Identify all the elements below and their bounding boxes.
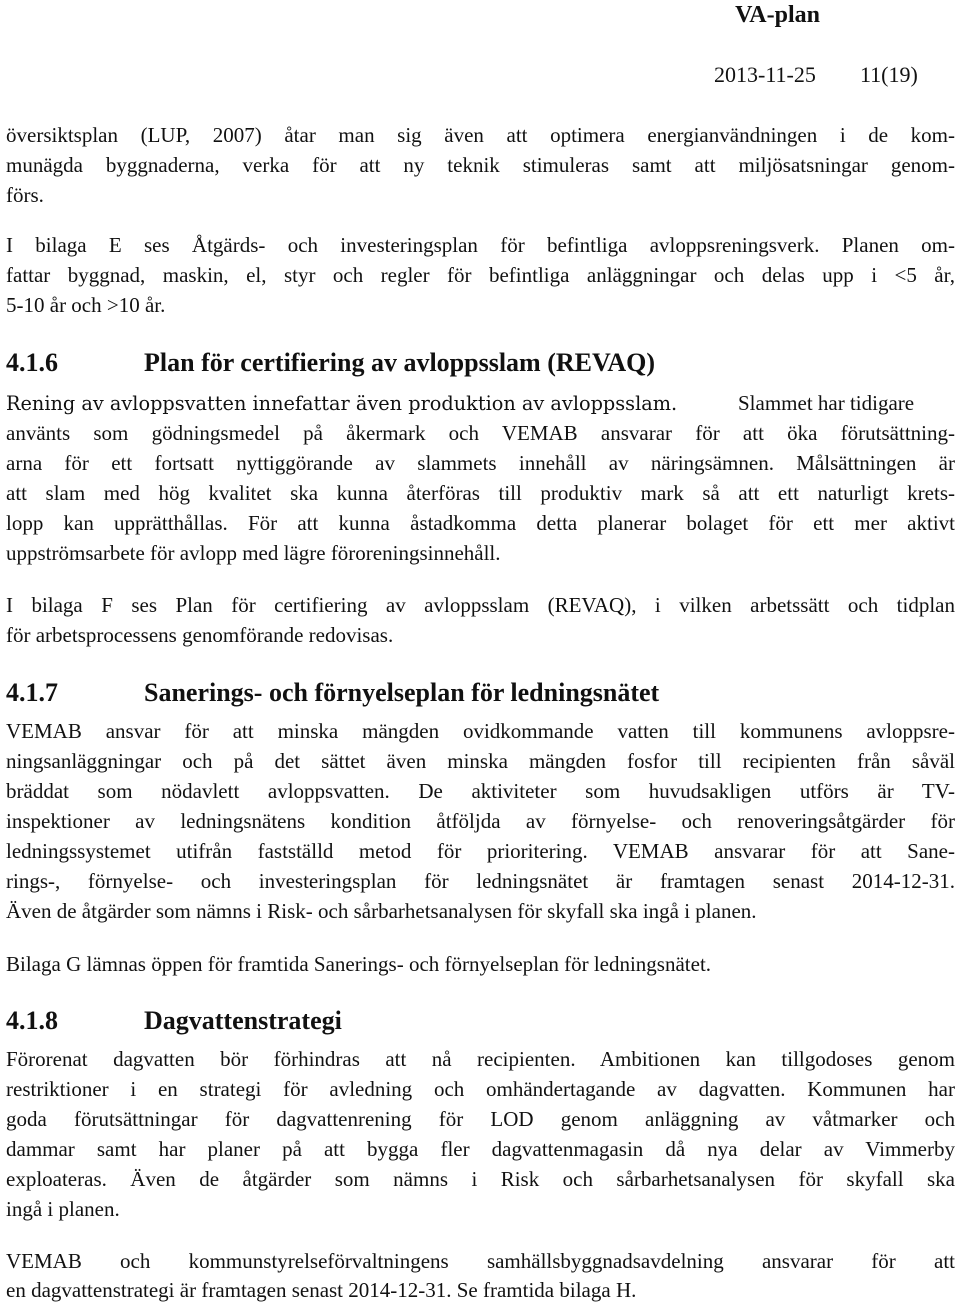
paragraph-line: ingå i planen. bbox=[6, 1197, 120, 1221]
paragraph-line: använts som gödningsmedel på åkermark och VEMAB ansvarar för att öka förutsättning- bbox=[6, 421, 955, 445]
paragraph-line: dammar samt har planer på att bygga fler dagvattenmagasin då nya delar av Vimmerby bbox=[6, 1137, 955, 1161]
intro-line: munägda byggnaderna, verka för att ny teknik stimuleras samt att miljösatsningar genom- bbox=[6, 153, 955, 177]
paragraph-line: uppströmsarbete för avlopp med lägre föroreningsinnehåll. bbox=[6, 541, 501, 565]
paragraph-line: I bilaga F ses Plan för certifiering av avloppsslam (REVAQ), i vilken arbetssätt och tidplan bbox=[6, 593, 955, 617]
paragraph-text: Rening av avloppsvatten innefattar även produktion av avloppsslam. bbox=[6, 392, 678, 415]
document-title: VA-plan bbox=[735, 2, 820, 28]
section-number: 4.1.8 bbox=[6, 1006, 58, 1035]
paragraph-line: goda förutsättningar för dagvattenrening för LOD genom anläggning av våtmarker och bbox=[6, 1107, 955, 1131]
paragraph-line: rings-, förnyelse- och investeringsplan för ledningsnätet är framtagen senast 2014-12-31. bbox=[6, 869, 955, 893]
paragraph-line: ningsanläggningar och på det sättet även minska mängden fosfor till recipienten från såväl bbox=[6, 749, 955, 773]
section-number: 4.1.7 bbox=[6, 678, 58, 707]
document-date: 2013-11-25 bbox=[714, 62, 816, 87]
paragraph-line: bräddat som nödavlett avloppsvatten. De aktiviteter som huvudsakligen utförs är TV- bbox=[6, 779, 955, 803]
paragraph-line: arna för ett fortsatt nyttiggörande av slammets innehåll av näringsämnen. Målsättningen är bbox=[6, 451, 955, 475]
section-heading: Plan för certifiering av avloppsslam (REVAQ) bbox=[144, 348, 656, 377]
paragraph-line bbox=[6, 390, 677, 417]
paragraph-line: VEMAB ansvar för att minska mängden ovidkommande vatten till kommunens avloppsre- bbox=[6, 719, 955, 743]
bilaga-e-line: fattar byggnad, maskin, el, styr och regler för befintliga anläggningar och delas upp i <5 år, bbox=[6, 263, 955, 287]
intro-line: översiktsplan (LUP, 2007) åtar man sig även att optimera energianvändningen i de kom- bbox=[6, 123, 955, 147]
paragraph-line: Slammet har tidigare bbox=[738, 391, 915, 415]
section-heading: Dagvattenstrategi bbox=[144, 1006, 342, 1035]
paragraph-line: VEMAB och kommunstyrelseförvaltningens samhällsbyggnadsavdelning ansvarar för att bbox=[6, 1249, 955, 1273]
paragraph-line: restriktioner i en strategi för avledning och omhändertagande av dagvatten. Kommunen har bbox=[6, 1077, 955, 1101]
paragraph-line: lopp kan upprätthållas. För att kunna åstadkomma detta planerar bolaget för ett mer aktivt bbox=[6, 511, 955, 535]
paragraph-line: Förorenat dagvatten bör förhindras att nå recipienten. Ambitionen kan tillgodoses genom bbox=[6, 1047, 955, 1071]
paragraph-line: en dagvattenstrategi är framtagen senast 2014-12-31. Se framtida bilaga H. bbox=[6, 1278, 637, 1302]
paragraph-line: Bilaga G lämnas öppen för framtida Sanerings- och förnyelseplan för ledningsnätet. bbox=[6, 952, 712, 976]
paragraph-line: för arbetsprocessens genomförande redovisas. bbox=[6, 623, 394, 647]
paragraph-line: att slam med hög kvalitet ska kunna återföras till produktiv mark så att ett naturligt krets- bbox=[6, 481, 955, 505]
paragraph-line: ledningssystemet utifrån fastställd metod för prioritering. VEMAB ansvarar för att Sane- bbox=[6, 839, 955, 863]
paragraph-line: exploateras. Även de åtgärder som nämns i Risk och sårbarhetsanalysen för skyfall ska bbox=[6, 1167, 955, 1191]
section-number: 4.1.6 bbox=[6, 348, 58, 377]
page-number: 11(19) bbox=[860, 62, 918, 87]
bilaga-e-line: I bilaga E ses Åtgärds- och investeringsplan för befintliga avloppsreningsverk. Planen om- bbox=[6, 233, 955, 257]
paragraph-line: inspektioner av ledningsnätens kondition åtföljda av förnyelse- och renoveringsåtgärder för bbox=[6, 809, 955, 833]
intro-line: förs. bbox=[6, 183, 44, 207]
paragraph-line: Även de åtgärder som nämns i Risk- och sårbarhetsanalysen för skyfall ska ingå i planen. bbox=[6, 899, 757, 923]
bilaga-e-line: 5-10 år och >10 år. bbox=[6, 293, 166, 317]
section-heading: Sanerings- och förnyelseplan för ledningsnätet bbox=[144, 678, 660, 707]
